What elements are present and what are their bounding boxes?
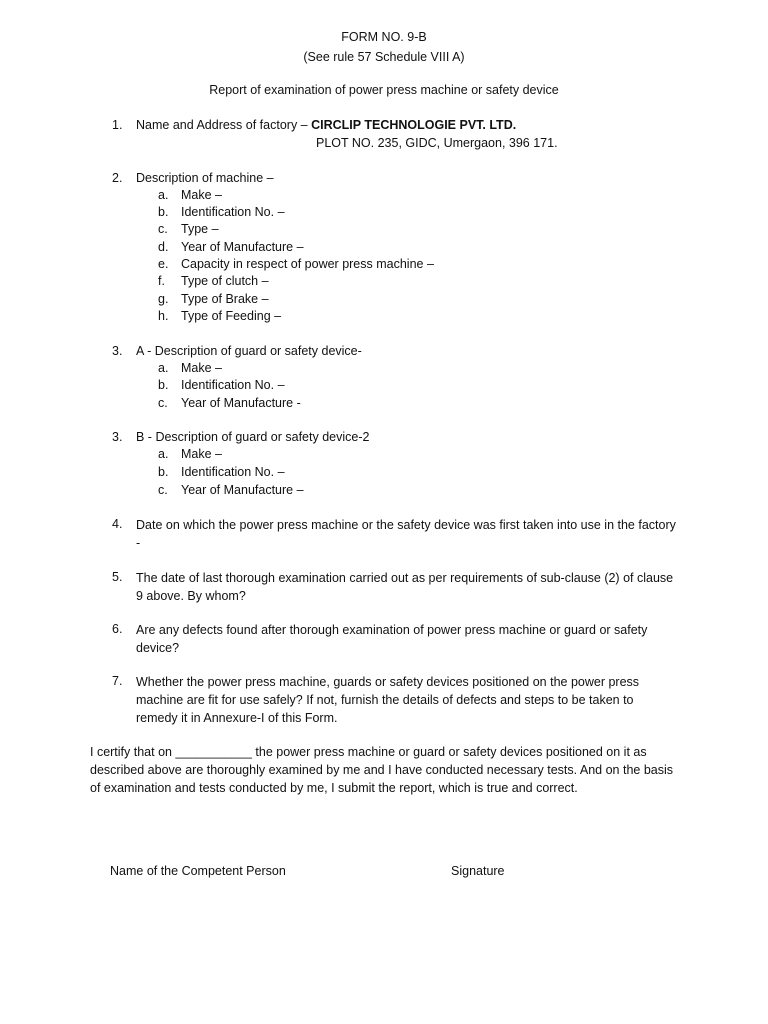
item3a-number: 3.: [112, 344, 123, 358]
item2-sub-letter: b.: [158, 205, 169, 219]
item2-sub-letter: e.: [158, 257, 169, 271]
item1-number: 1.: [112, 118, 123, 132]
signature-label: Signature: [451, 864, 505, 878]
item2-sub-letter: g.: [158, 292, 169, 306]
form-title: Report of examination of power press machine or safety device: [209, 83, 559, 97]
form-rule-reference: (See rule 57 Schedule VIII A): [303, 50, 465, 64]
item7-text: Whether the power press machine, guards or safety devices positioned on the power press machine are fit for use safely? If not, furnish the details of defects and steps to be taken to remedy it in Annexure-I of this Form.: [136, 675, 640, 725]
certification-paragraph: I certify that on ___________ the power press machine or guard or safety devices positioned on it as described above are thoroughly examined by me and I have conducted necessary tests. And on the basis of examination and tests conducted by me, I submit the report, which is true and correct.: [90, 745, 674, 795]
item2-sub-letter: f.: [158, 274, 165, 288]
item2-sub-brake: Type of Brake –: [181, 292, 269, 306]
item3a-sub-identification: Identification No. –: [181, 378, 285, 392]
item2-label: Description of machine –: [136, 171, 274, 185]
item4-number: 4.: [112, 517, 123, 531]
item2-sub-feeding: Type of Feeding –: [181, 309, 282, 323]
item2-sub-letter: c.: [158, 222, 168, 236]
item2-sub-capacity: Capacity in respect of power press machine –: [181, 257, 434, 271]
item6-text: Are any defects found after thorough examination of power press machine or guard or safety device?: [136, 623, 648, 655]
competent-person-label: Name of the Competent Person: [110, 864, 286, 878]
item3b-sub-make: Make –: [181, 447, 222, 461]
item7-number: 7.: [112, 674, 123, 688]
item3a-sub-letter: a.: [158, 361, 169, 375]
item5-number: 5.: [112, 570, 123, 584]
item6-number: 6.: [112, 622, 123, 636]
item3a-sub-year: Year of Manufacture -: [181, 396, 301, 410]
item2-sub-letter: h.: [158, 309, 169, 323]
item3b-sub-year: Year of Manufacture –: [181, 483, 304, 497]
item3a-label: A - Description of guard or safety device-: [136, 344, 362, 358]
item3a-sub-letter: c.: [158, 396, 168, 410]
item3a-sub-letter: b.: [158, 378, 169, 392]
item5-text: The date of last thorough examination carried out as per requirements of sub-clause (2) of clause 9 above. By whom?: [136, 571, 674, 603]
item1-label-text: Name and Address of factory –: [136, 118, 312, 132]
item3b-number: 3.: [112, 430, 123, 444]
company-address: PLOT NO. 235, GIDC, Umergaon, 396 171.: [316, 136, 558, 150]
item2-sub-make: Make –: [181, 188, 222, 202]
item3b-sub-letter: b.: [158, 465, 169, 479]
form-number: FORM NO. 9-B: [341, 30, 427, 44]
item2-sub-identification: Identification No. –: [181, 205, 285, 219]
item4-text: Date on which the power press machine or the safety device was first taken into use in the factory -: [136, 518, 676, 550]
item2-sub-letter: d.: [158, 240, 169, 254]
item2-number: 2.: [112, 171, 123, 185]
item2-sub-letter: a.: [158, 188, 169, 202]
item2-sub-type: Type –: [181, 222, 219, 236]
item3b-sub-identification: Identification No. –: [181, 465, 285, 479]
item2-sub-clutch: Type of clutch –: [181, 274, 269, 288]
item3b-sub-letter: a.: [158, 447, 169, 461]
item2-sub-year: Year of Manufacture –: [181, 240, 304, 254]
item3b-sub-letter: c.: [158, 483, 168, 497]
item3a-sub-make: Make –: [181, 361, 222, 375]
item1-label: [136, 118, 516, 132]
item3b-label: B - Description of guard or safety device-2: [136, 430, 370, 444]
company-name: CIRCLIP TECHNOLOGIE PVT. LTD.: [311, 118, 517, 132]
